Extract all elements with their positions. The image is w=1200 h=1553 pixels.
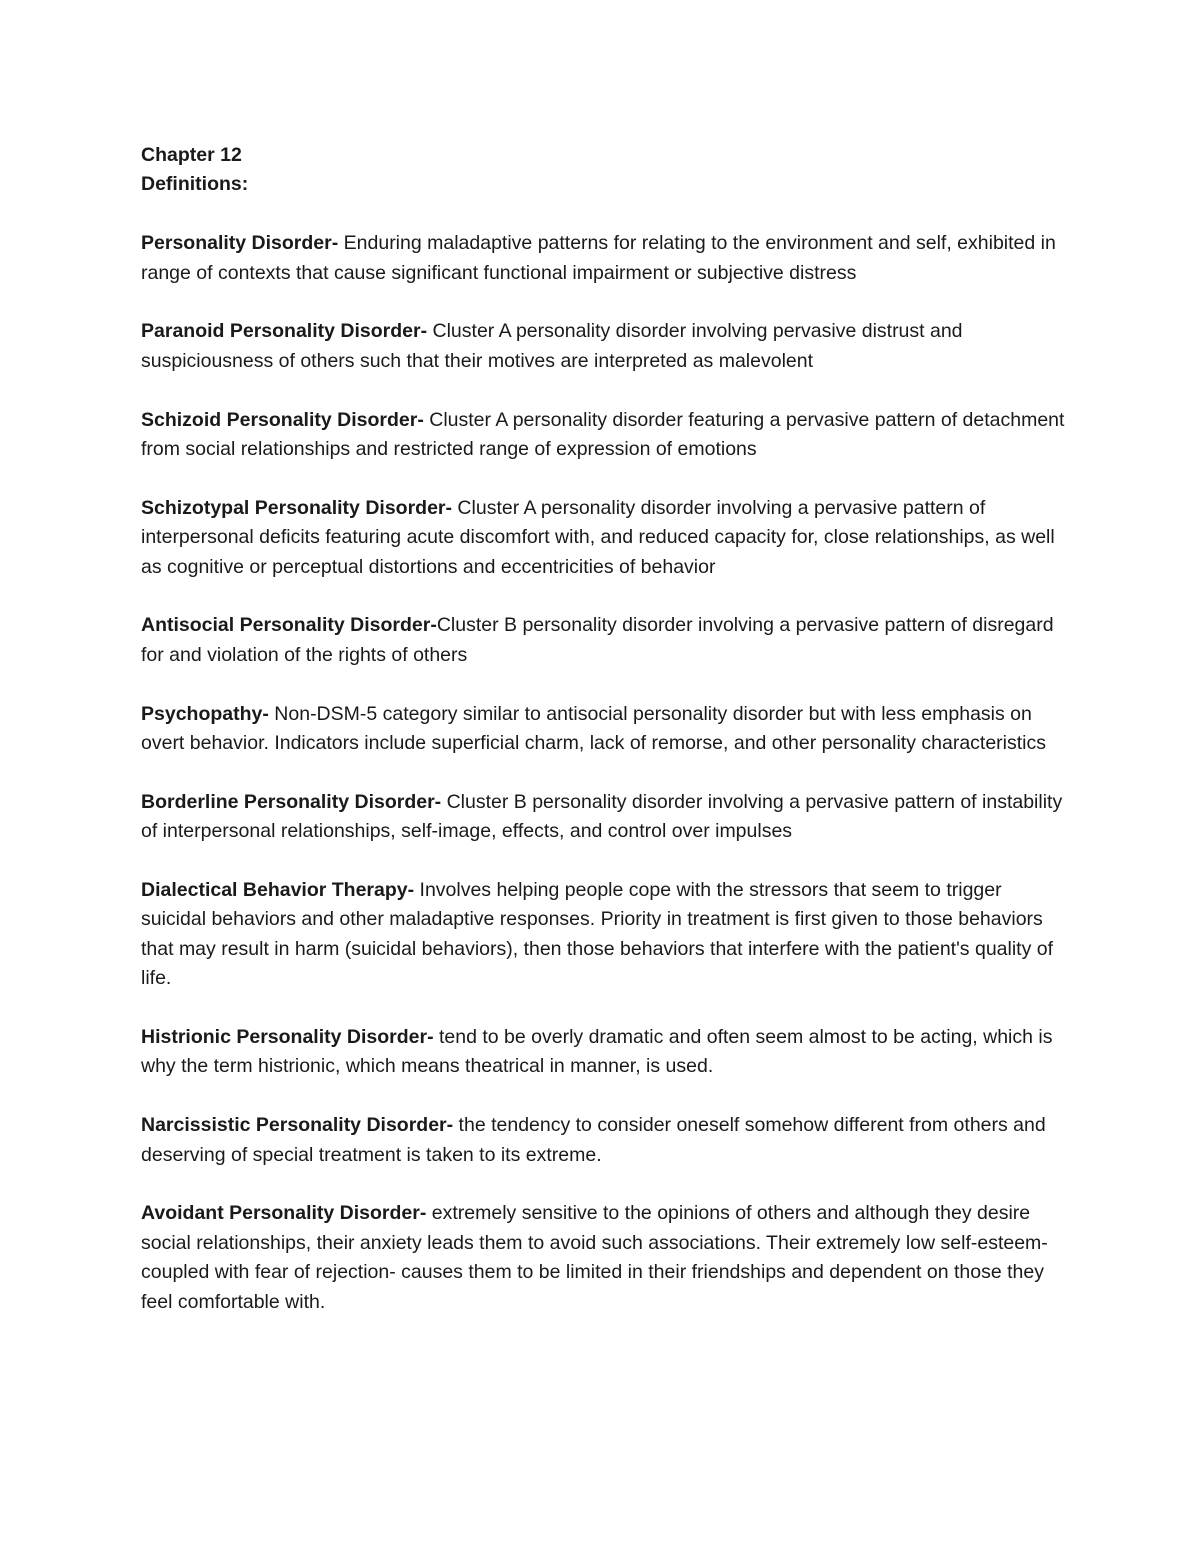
definition-text: extremely sensitive to the opinions of others and although they desire social relationships, their anxiety leads them to avoid such associations. Their extremely low self-esteem- coupled with fear of rejection- causes them to be limited in their friendships and dependent on those they feel comfortable with. bbox=[141, 1202, 1048, 1313]
definition-entry bbox=[141, 611, 1066, 670]
definition-term: Borderline Personality Disorder- bbox=[141, 790, 442, 813]
definition-entry bbox=[141, 876, 1066, 994]
section-label: Definitions: bbox=[141, 173, 249, 196]
definition-entry bbox=[141, 1199, 1066, 1317]
definition-term: Antisocial Personality Disorder- bbox=[141, 614, 437, 637]
definition-text: Cluster A personality disorder involving a pervasive pattern of interpersonal deficits featuring acute discomfort with, and reduced capacity for, close relationships, as well as cognitive or perceptual distortions and eccentricities of behavior bbox=[141, 496, 1055, 578]
definition-entry bbox=[141, 1111, 1066, 1170]
definition-text: Cluster A personality disorder featuring a pervasive pattern of detachment from social relationships and restricted range of expression of emotions bbox=[141, 408, 1065, 461]
definition-text: Non-DSM-5 category similar to antisocial personality disorder but with less emphasis on overt behavior. Indicators include superficial charm, lack of remorse, and other personality characteristics bbox=[141, 702, 1046, 755]
definition-entry bbox=[141, 494, 1066, 582]
definition-text: tend to be overly dramatic and often seem almost to be acting, which is why the term histrionic, which means theatrical in manner, is used. bbox=[141, 1026, 1053, 1078]
definition-entry bbox=[141, 406, 1066, 465]
document-page bbox=[141, 141, 1066, 1346]
definition-term: Personality Disorder- bbox=[141, 232, 339, 255]
definition-term: Schizotypal Personality Disorder- bbox=[141, 496, 453, 519]
spacer bbox=[141, 200, 1066, 229]
definition-text: Cluster A personality disorder involving pervasive distrust and suspiciousness of others such that their motives are interpreted as malevolent bbox=[141, 320, 963, 372]
definition-term: Psychopathy- bbox=[141, 702, 269, 725]
definition-text: Enduring maladaptive patterns for relating to the environment and self, exhibited in range of contexts that cause significant functional impairment or subjective distress bbox=[141, 232, 1056, 284]
definition-term: Avoidant Personality Disorder- bbox=[141, 1202, 427, 1225]
definition-term: Paranoid Personality Disorder- bbox=[141, 320, 428, 343]
definition-term: Schizoid Personality Disorder- bbox=[141, 408, 424, 431]
chapter-title: Chapter 12 bbox=[141, 144, 242, 166]
definition-term: Dialectical Behavior Therapy- bbox=[141, 879, 415, 902]
definition-term: Narcissistic Personality Disorder- bbox=[141, 1114, 454, 1137]
definition-entry bbox=[141, 700, 1066, 759]
definition-text: Cluster B personality disorder involving a pervasive pattern of instability of interpersonal relationships, self-image, effects, and control over impulses bbox=[141, 790, 1063, 843]
definition-entry bbox=[141, 317, 1066, 376]
definition-entry bbox=[141, 229, 1066, 288]
definition-text: Cluster B personality disorder involving a pervasive pattern of disregard for and violation of the rights of others bbox=[141, 614, 1054, 666]
definition-entry bbox=[141, 788, 1066, 847]
definition-term: Histrionic Personality Disorder- bbox=[141, 1026, 434, 1049]
definition-entry bbox=[141, 1023, 1066, 1082]
definition-text: the tendency to consider oneself somehow different from others and deserving of special treatment is taken to its extreme. bbox=[141, 1114, 1046, 1166]
definition-text: Involves helping people cope with the stressors that seem to trigger suicidal behaviors and other maladaptive responses. Priority in treatment is first given to those behaviors that may result in harm (suicidal behaviors), then those behaviors that interfere with the patient's quality of life. bbox=[141, 879, 1054, 990]
